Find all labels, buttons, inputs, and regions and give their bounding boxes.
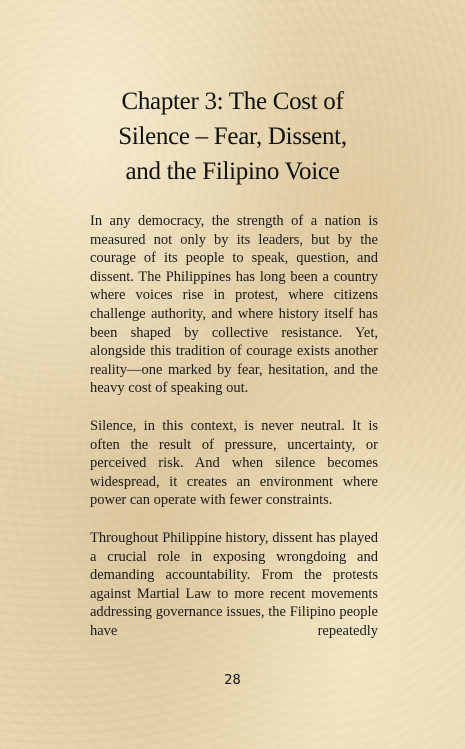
chapter-body: [90, 212, 378, 659]
page-number: 28: [224, 673, 241, 688]
chapter-title-line: Chapter 3: The Cost of: [121, 88, 344, 115]
chapter-title-line: and the Filipino Voice: [125, 158, 340, 185]
chapter-title: [40, 84, 425, 189]
body-paragraph: Silence, in this context, is never neutral. It is often the result of pressure, uncertainty, or perceived risk. And when silence becomes widespread, it creates an environment where power can operate with fewer constraints.: [90, 417, 378, 509]
body-paragraph: Throughout Philippine history, dissent has played a crucial role in exposing wrongdoing and demanding accountability. From the protests against Martial Law to more recent movements addressing governance issues, the Filipino people have repeatedly: [90, 529, 378, 639]
body-paragraph: In any democracy, the strength of a nation is measured not only by its leaders, but by the courage of its people to speak, question, and dissent. The Philippines has long been a country where voices rise in protest, where citizens challenge authority, and where history itself has been shaped by collective resistance. Yet, alongside this tradition of courage exists another reality—one marked by fear, hesitation, and the heavy cost of speaking out.: [90, 213, 378, 397]
chapter-title-line: Silence – Fear, Dissent,: [118, 123, 347, 150]
